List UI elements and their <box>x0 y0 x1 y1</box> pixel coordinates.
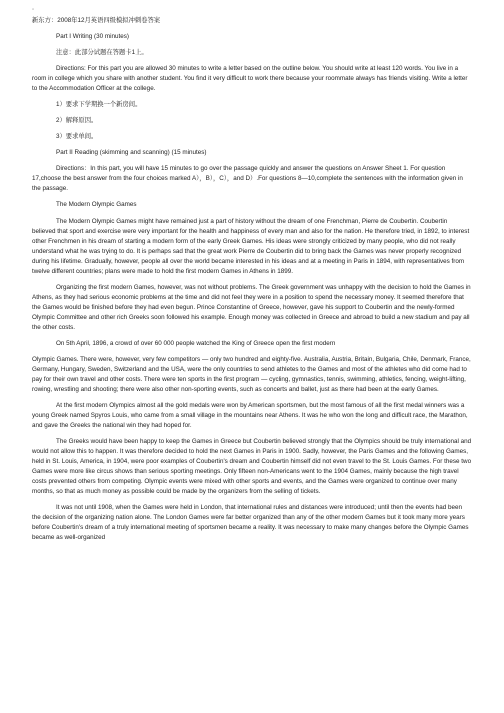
section-heading-reading: Part II Reading (skimming and scanning) (15 minutes) <box>56 149 207 156</box>
document-header: 新东方：2008年12月英语四级模拟冲刺卷答案 <box>32 17 161 24</box>
passage-paragraph: Olympic Games. There were, however, very few competitors — only two hundred and eighty-five. Australia, Austria, Britain, Bulgaria, Chile, Denmark, France, Germany, Hungary, Sweden, Switzerland and the USA, were the only countries to send athletes to the Games and most of the athletes who did come had to pay for their own travel and other costs. There were ten sports in the first program — cycling, gymnastics, tennis, swimming, athletics, fencing, weight-lifting, rowing, wrestling and shooting; there were also other non-sporting events, such as concerts and ballet, just as there had been at the early Games. <box>32 356 471 393</box>
corner-mark: ▫ <box>32 7 35 13</box>
passage-paragraph: Organizing the first modern Games, however, was not without problems. The Greek government was unhappy with the decision to hold the Games in Athens, as they had serious economic problems at the time and did not feel they were in a position to spend the necessary money. It seemed therefore that the Games would be finished before they had even begun. Prince Constantine of Greece, however, gave his support to Coubertin and the newly-formed Olympic Committee and other rich Greeks soon followed his example. Enough money was collected in Greece and abroad to build a new stadium and pay all the other costs. <box>32 284 471 331</box>
outline-point-1: 1）要求下学期换一个新房间。 <box>56 101 142 108</box>
passage-paragraph: It was not until 1908, when the Games were held in London, that international rules and distances were introduced; until then the events had been the decision of the organizing nation alone. The London Games were far better organized than any of the other modern Games but it took many more years before Coubertin's dream of a truly international meeting of sportsmen became a reality. It was necessary to make many changes before the Olympic Games became as well-organized <box>32 504 469 541</box>
note-answer-sheet: 注意：此部分试题在答题卡1上。 <box>56 49 148 56</box>
reading-directions: Directions：In this part, you will have 15 minutes to go over the passage quickly and answer the questions on Answer Sheet 1. For question 17,choose the best answer from the four choices marked A），B），C），and D）.For questions 8—10,complete the sentences with the information given in the passage. <box>32 165 463 192</box>
writing-directions: Directions: For this part you are allowed 30 minutes to write a letter based on the outline below. You should write at least 120 words. You live in a room in college which you share with another student. You find it very difficult to work there because your roommate always has friends visiting. Write a letter to the Accommodation Officer at the college. <box>32 65 468 92</box>
passage-paragraph: On 5th April, 1896, a crowd of over 60 000 people watched the King of Greece open the first modern <box>56 340 336 347</box>
section-heading-writing: Part I Writing (30 minutes) <box>56 33 130 40</box>
outline-point-3: 3）要求单间。 <box>56 133 98 140</box>
passage-paragraph: The Greeks would have been happy to keep the Games in Greece but Coubertin believed strongly that the Olympics should be truly international and would not allow this to happen. It was therefore decided to hold the next Games in Paris in 1900. Sadly, however, the Paris Games and the following Games, held in St. Louis, America, in 1904, were poor examples of Coubertin's dream and Coubertin himself did not even travel to the St. Louis Games. For these two Games were more like circus shows than serious sporting meetings. Only fifteen non-Americans went to the 1904 Games, mainly because the high travel costs prevented others from competing. Olympic events were mixed with other sports and events, and the Games were organized to continue over many months, so that as much money as possible could be made by the organizers from the selling of tickets. <box>32 438 472 495</box>
passage-title: The Modern Olympic Games <box>56 201 137 208</box>
passage-paragraph: The Modern Olympic Games might have remained just a part of history without the dream of one Frenchman, Pierre de Coubertin. Coubertin believed that sport and exercise were very important for the health and happiness of every man and also for the nation. He therefore tried, in 1892, to interest other Frenchmen in his dream of starting a modern form of the early Greek Games. His ideas were strongly criticized by many people, who did not really understand what he was trying to do. It is perhaps sad that the great work Pierre de Coubertin did to bring back the Games was never properly recognized during his lifetime. Gradually, however, people all over the world became interested in his ideas and at a meeting in Paris in 1894, with representatives from twelve different countries; plans were made to hold the first modern Games in Athens in 1899. <box>32 218 470 275</box>
passage-paragraph: At the first modern Olympics almost all the gold medals were won by American sportsmen, but the most famous of all the first medal winners was a young Greek named Spyros Louis, who came from a small village in the mountains near Athens. It was he who won the long and difficult race, the Marathon, and gave the Greeks the national win they had hoped for. <box>32 402 468 429</box>
outline-point-2: 2）解释原因。 <box>56 117 98 124</box>
